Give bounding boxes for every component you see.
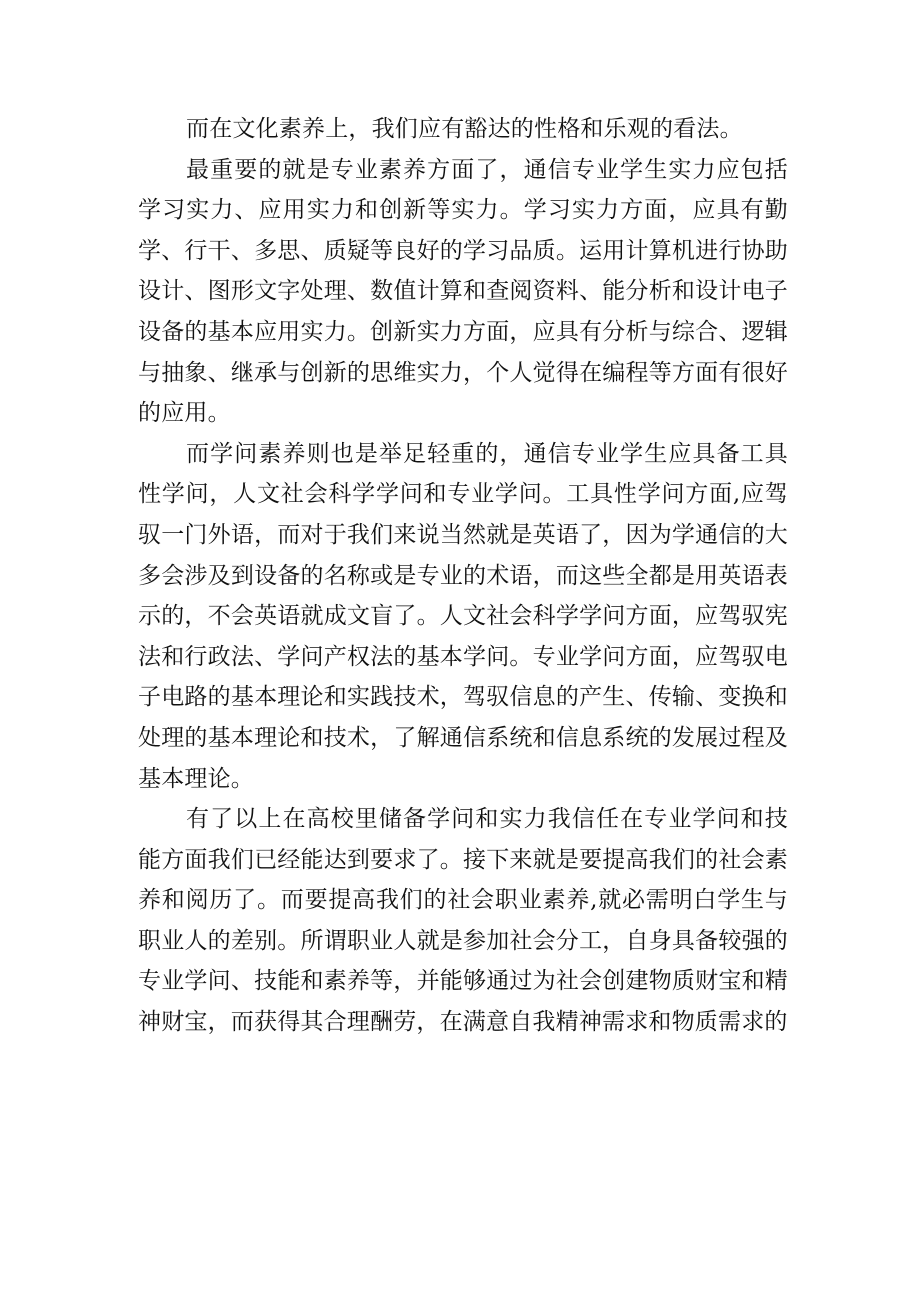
paragraph-knowledge-literacy: 而学问素养则也是举足轻重的，通信专业学生应具备工具性学问，人文社会科学学问和专业学问。工具性学问方面,应驾驭一门外语，而对于我们来说当然就是英语了，因为学通信的大多会涉及到设备的名称或是专业的术语，而这些全都是用英语表示的，不会英语就成文盲了。人文社会科学学问方面，应驾驭宪法和行政法、学问产权法的基本学问。专业学问方面，应驾驭电子电路的基本理论和实践技术，驾驭信息的产生、传输、变换和处理的基本理论和技术，了解通信系统和信息系统的发展过程及基本理论。 <box>138 440 788 792</box>
paragraph-professional-literacy: 最重要的就是专业素养方面了，通信专业学生实力应包括学习实力、应用实力和创新等实力。学习实力方面，应具有勤学、行干、多思、质疑等良好的学习品质。运用计算机进行协助设计、图形文字处理、数值计算和查阅资料、能分析和设计电子设备的基本应用实力。创新实力方面，应具有分析与综合、逻辑与抽象、继承与创新的思维实力，个人觉得在编程等方面有很好的应用。 <box>138 156 788 427</box>
paragraph-social-literacy: 有了以上在高校里储备学问和实力我信任在专业学问和技能方面我们已经能达到要求了。接下来就是要提高我们的社会素养和阅历了。而要提高我们的社会职业素养,就必需明白学生与职业人的差别。所谓职业人就是参加社会分工，自身具备较强的专业学问、技能和素养等，并能够通过为社会创建物质财宝和精神财宝，而获得其合理酬劳，在满意自我精神需求和物质需求的 <box>138 806 788 1036</box>
document-page <box>138 109 788 1043</box>
paragraph-cultural-literacy: 而在文化素养上，我们应有豁达的性格和乐观的看法。 <box>186 116 743 142</box>
